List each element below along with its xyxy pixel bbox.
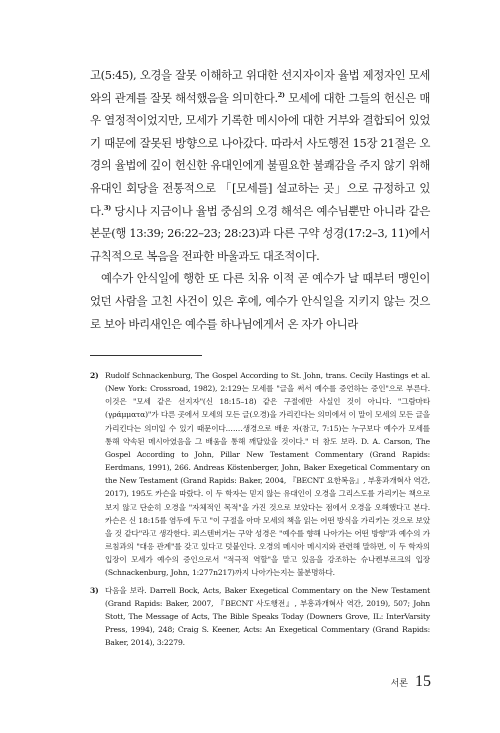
footnote-3 bbox=[90, 584, 430, 650]
footnote-2 bbox=[90, 369, 430, 580]
paragraph-2: 예수가 안식일에 행한 또 다른 치유 이적 곧 예수가 날 때부터 맹인이었던 사람을 고친 사건이 있은 후에, 예수가 안식일을 지키지 않는 것으로 보아 바리새인은 예수를 하나님에게서 온 자가 아니라 bbox=[90, 271, 430, 331]
footnote-text: 다음을 보라. Darrell Bock, Acts, Baker Exegetical Commentary on the New Testament (Grand Rapids: Baker, 2007, 『BECNT 사도행전』, 부흥과개혁사 역간, 2019), 507; John Stott, The Message of Acts, The Bible Speaks Today (Downers Grove, IL: InterVarsity Press, 1994), 248; Craig S. Keener, Acts: An Exegetical Commentary (Grand Rapids: Baker, 2014), 3:2279. bbox=[105, 585, 430, 648]
footnote-ref-2[interactable]: 2) bbox=[277, 90, 285, 99]
paragraph-1-part-c: 당시나 지금이나 율법 중심의 오경 해석은 예수님뿐만 아니라 같은 본문(행 13:39; 26:22–23; 28:23)과 다른 구약 성경(17:2–3, 11)에서 규칙적으로 복음을 전파한 바울과도 대조적이다. bbox=[90, 203, 430, 263]
body-text bbox=[90, 64, 430, 335]
paragraph-1-part-b: 모세에 대한 그들의 헌신은 매우 열정적이었지만, 모세가 기록한 메시아에 대한 거부와 결합되어 있었기 때문에 잘못된 방향으로 나아갔다. 따라서 사도행전 15장 21절은 오경의 율법에 깊이 헌신한 유대인에게 불필요한 불쾌감을 주지 않기 위해 유대인 회당을 전통적으로 「[모세를] 설교하는 곳」으로 규정하고 있다. bbox=[90, 90, 430, 218]
footnotes bbox=[90, 369, 430, 649]
page-footer bbox=[391, 673, 431, 691]
page-number: 15 bbox=[415, 673, 431, 690]
footnote-text: Rudolf Schnackenburg, The Gospel According to St. John, trans. Cecily Hastings et al. (New York: Crossroad, 1982), 2:129는 모세를 "글을 써서 예수를 증언하는 증인"으로 부른다. 이것은 "모세 같은 선지자"(신 18:15–18) 같은 구절에만 사실인 것이 아니다. "그람마타(γράμματα)"가 다른 곳에서 모세의 모든 글(오경)을 가리킨다는 의미에서 이 말이 모세의 모든 글을 가리킨다는 의미일 수 있기 때문이다.……생경으로 배운 자(참고, 7:15)는 누구보다 예수가 모세를 통해 약속된 메시아였음을 그 배움을 통해 깨달았을 것이다." 더 참도 보라. D. A. Carson, The Gospel According to John, Pillar New Testament Commentary (Grand Rapids: Eerdmans, 1991), 266. Andreas Köstenberger, John, Baker Exegetical Commentary on the New Testament (Grand Rapids: Baker, 2004, 『BECNT 요한복음』, 부흥과개혁사 역간, 2017), 195도 카슨을 따랐다. 이 두 학자는 믿지 않는 유대인이 오경을 그리스도를 가리키는 책으로 보지 않고 단순히 오경을 "자체적인 목적"을 가진 것으로 보았다는 점에서 오경을 오해했다고 본다. 카슨은 신 18:15를 염두에 두고 "이 구절을 아마 모세의 책을 읽는 어떤 방식을 가리키는 것으로 보았을 것 같다"라고 생각한다. 쾨스텐버거는 구약 성경은 "예수를 향해 나아가는 어떤 방향"과 예수의 가르침과의 "대응 관계"를 갖고 있다고 덧붙인다. 오경의 메시아 메시지와 관련해 말하면, 이 두 학자의 입장이 모세가 예수의 증인으로서 "적극적 역할"을 맡고 있음을 강조하는 슈나켄부르크의 입장(Schnackenburg, John, 1:277n217)까지 나아가는지는 불분명하다. bbox=[105, 371, 430, 578]
footnote-ref-3[interactable]: 3) bbox=[103, 203, 111, 212]
paragraph-1 bbox=[90, 64, 430, 267]
footnote-divider bbox=[90, 355, 202, 356]
footnote-number: 3) bbox=[90, 585, 99, 595]
paragraph-1-part-a: 고(5:45), 오경을 잘못 이해하고 위대한 선지자이자 율법 제정자인 모세와의 관계를 잘못 해석했음을 의미한다. bbox=[90, 68, 430, 105]
footnote-number: 2) bbox=[90, 371, 99, 380]
section-label: 서론 bbox=[390, 679, 408, 689]
